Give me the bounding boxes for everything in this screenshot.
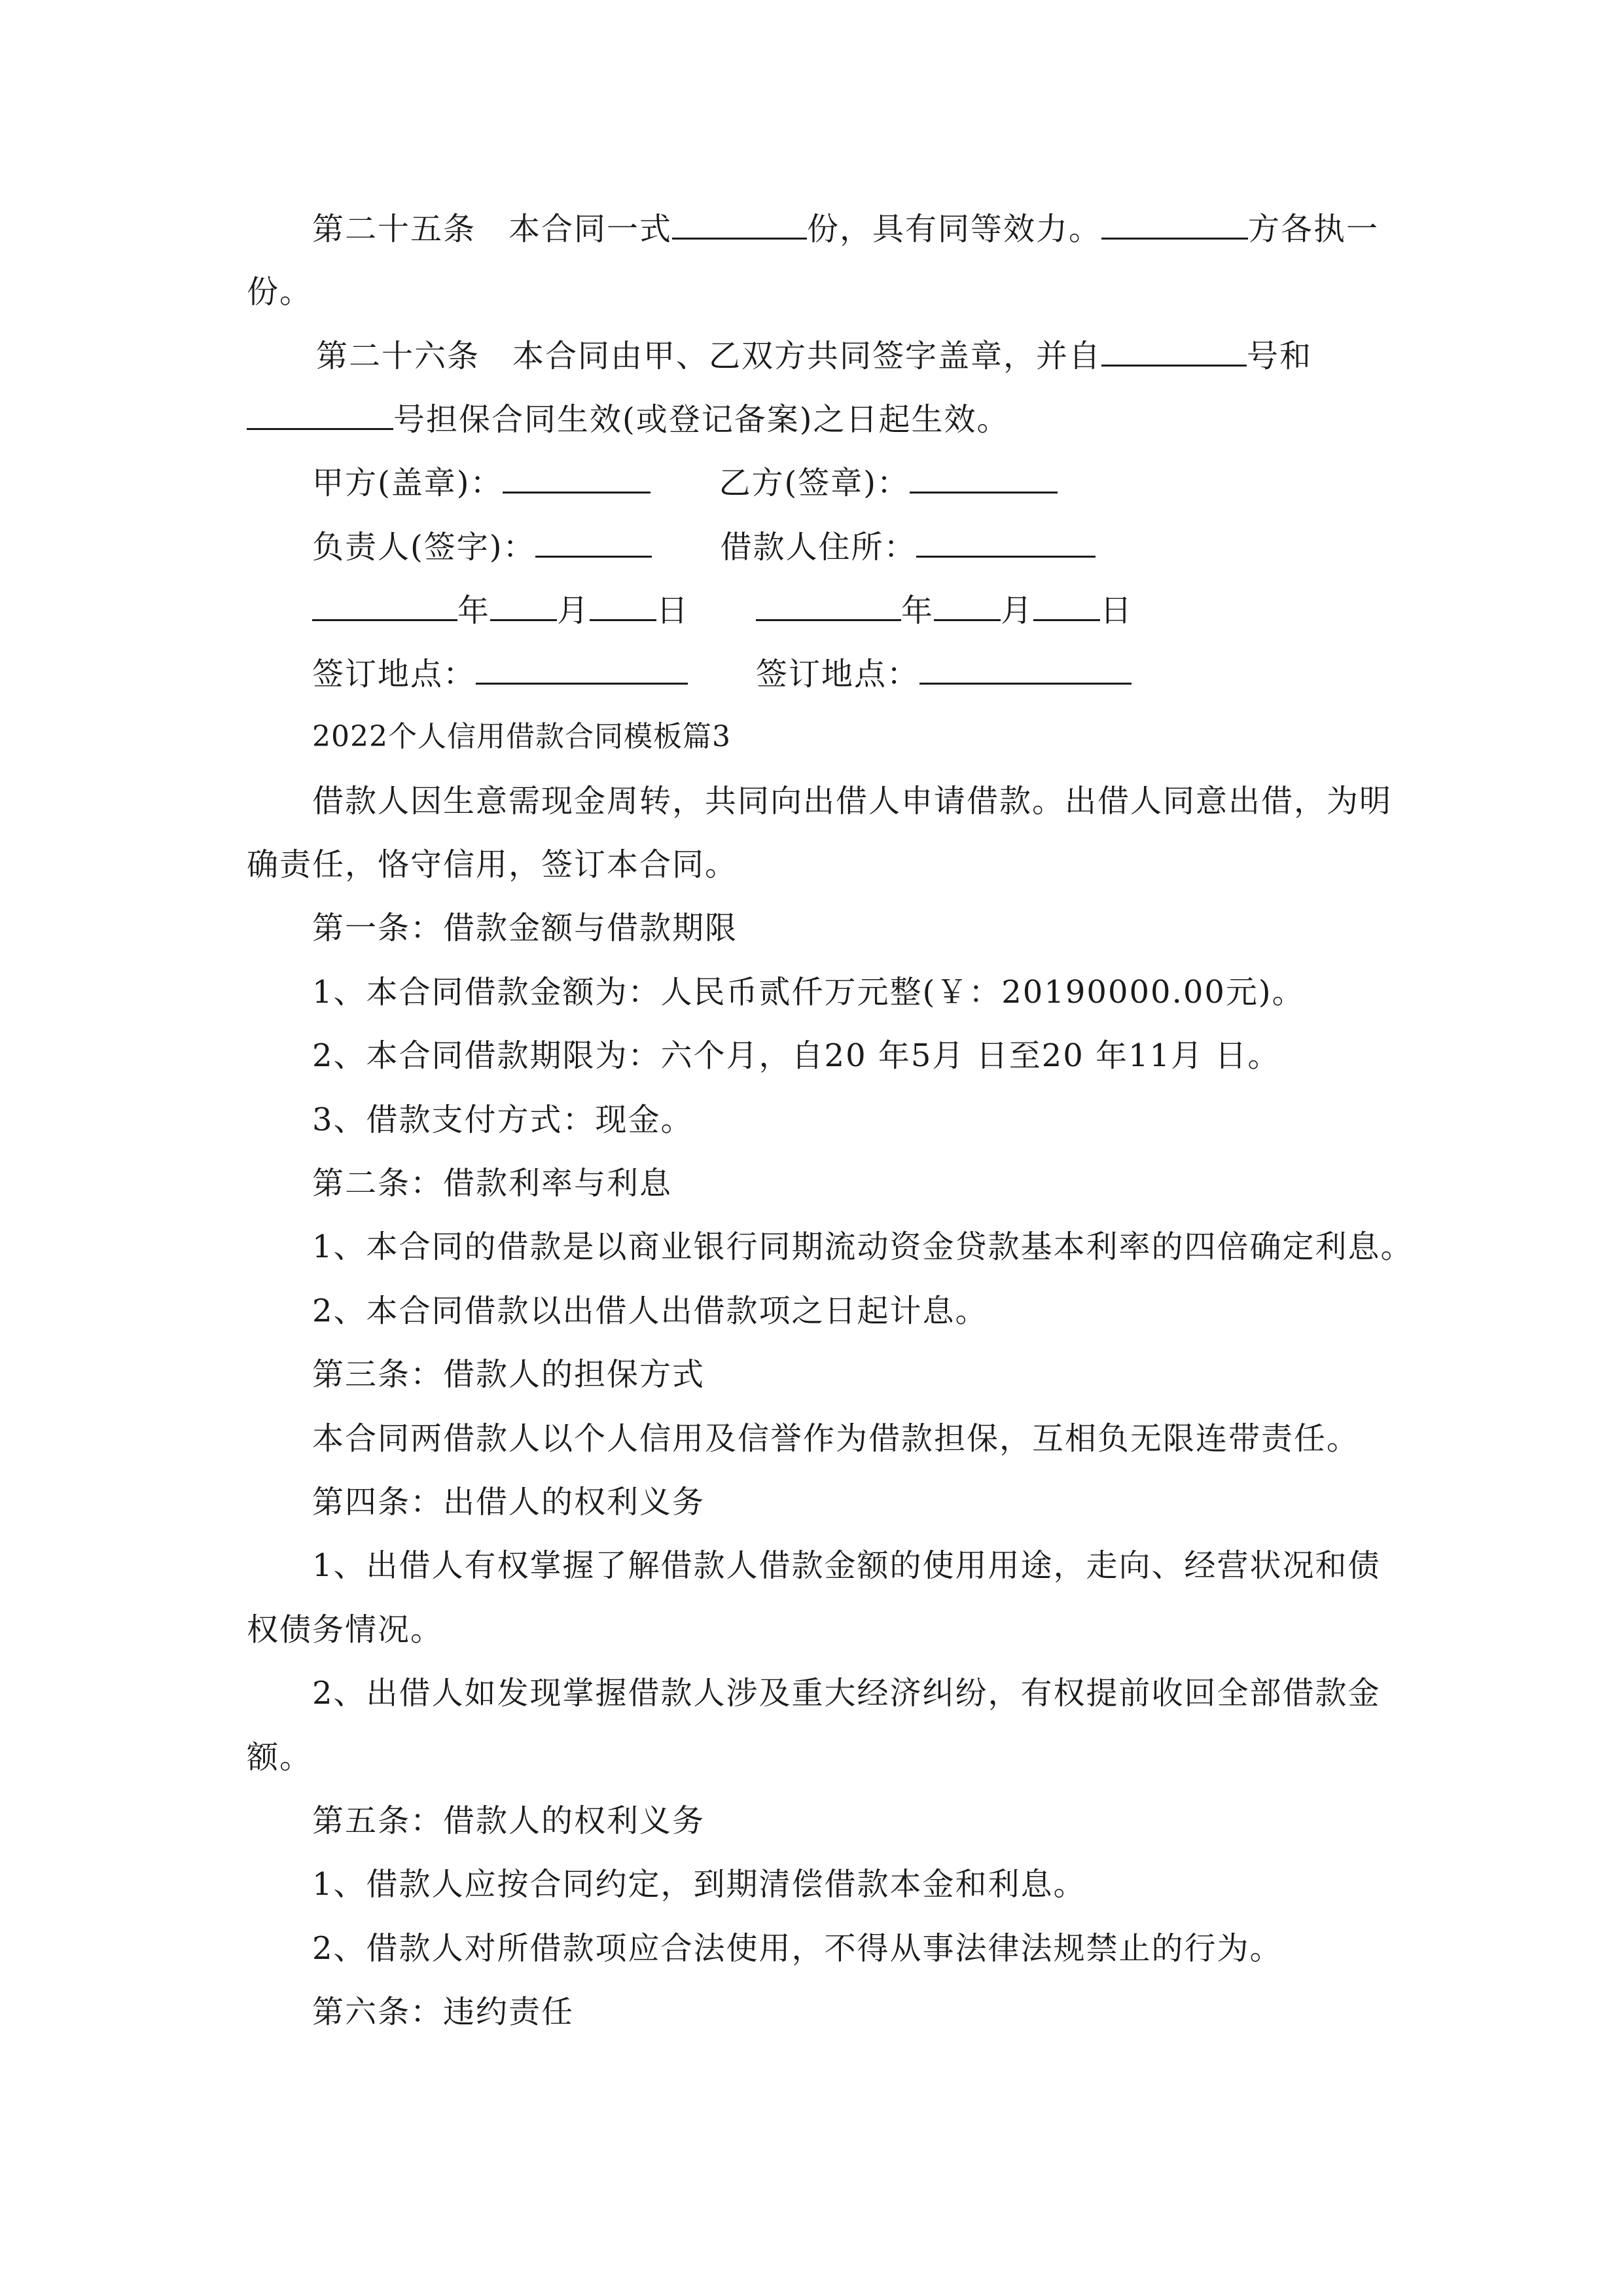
article-4-item1-line2: 权债务情况。 — [247, 1611, 444, 1648]
article-26-text2: 号和 — [1247, 338, 1313, 374]
article-25-text3: 方各执一 — [1248, 211, 1380, 247]
month-label-a: 月 — [557, 592, 590, 629]
party-b-sign-blank[interactable] — [910, 463, 1058, 493]
article-1-item2: 2、本合同借款期限为：六个月，自20 年5月 日至20 年11月 日。 — [312, 1037, 1281, 1074]
day-blank-a[interactable] — [590, 590, 656, 621]
article-1-title: 第一条：借款金额与借款期限 — [312, 910, 738, 946]
article-4-item2-line1: 2、出借人如发现掌握借款人涉及重大经济纠纷，有权提前收回全部借款金 — [312, 1675, 1381, 1712]
signature-row-responsible — [312, 527, 1096, 567]
copies-blank[interactable] — [672, 209, 807, 240]
article-2-title: 第二条：借款利率与利息 — [312, 1165, 673, 1202]
section-heading: 2022个人信用借款合同模板篇3 — [312, 720, 731, 753]
party-blank[interactable] — [1101, 209, 1248, 240]
article-25-text1: 第二十五条 本合同一式 — [312, 211, 673, 247]
responsible-sign-blank[interactable] — [535, 527, 652, 558]
place-blank-a[interactable] — [476, 654, 688, 685]
day-blank-b[interactable] — [1033, 590, 1100, 621]
article-6-title: 第六条：违约责任 — [312, 1994, 575, 2030]
place-blank-b[interactable] — [919, 654, 1132, 685]
day-label-b: 日 — [1100, 592, 1133, 629]
signature-row-date — [312, 590, 1133, 630]
article-25-line1 — [312, 209, 1379, 249]
intro-line1: 借款人因生意需现金周转，共同向出借人申请借款。出借人同意出借，为明 — [312, 783, 1393, 819]
year-blank-a[interactable] — [312, 590, 457, 621]
article-3-title: 第三条：借款人的担保方式 — [312, 1356, 705, 1393]
signature-row-party — [312, 463, 1058, 503]
place-label-b: 签订地点： — [756, 656, 920, 692]
month-blank-a[interactable] — [490, 590, 557, 621]
month-blank-b[interactable] — [934, 590, 1001, 621]
article-1-item1: 1、本合同借款金额为：人民币贰仟万元整(￥：20190000.00元)。 — [312, 974, 1305, 1011]
article-4-item1-line1: 1、出借人有权掌握了解借款人借款金额的使用用途，走向、经营状况和债 — [312, 1547, 1381, 1584]
year-label-a: 年 — [457, 592, 491, 629]
intro-line2: 确责任，恪守信用，签订本合同。 — [247, 846, 738, 883]
party-a-label: 甲方(盖章)： — [312, 465, 503, 501]
year-label-b: 年 — [901, 592, 935, 629]
article-26-text1: 第二十六条 本合同由甲、乙双方共同签字盖章，并自 — [316, 338, 1102, 374]
contract-no-blank-1[interactable] — [1101, 336, 1247, 367]
article-4-item2-line2: 额。 — [247, 1739, 313, 1776]
article-3-body: 本合同两借款人以个人信用及信誉作为借款担保，互相负无限连带责任。 — [312, 1420, 1360, 1457]
borrower-address-label: 借款人住所： — [720, 529, 917, 565]
contract-no-blank-2[interactable] — [247, 399, 393, 430]
article-2-item1: 1、本合同的借款是以商业银行同期流动资金贷款基本利率的四倍确定利息。 — [312, 1229, 1414, 1265]
borrower-address-blank[interactable] — [916, 527, 1096, 558]
article-5-title: 第五条：借款人的权利义务 — [312, 1803, 705, 1839]
day-label-a: 日 — [656, 592, 690, 629]
article-26-line2 — [247, 399, 1009, 439]
place-label-a: 签订地点： — [312, 656, 476, 692]
year-blank-b[interactable] — [756, 590, 901, 621]
article-25-line2 — [247, 272, 312, 312]
party-b-label: 乙方(签章)： — [719, 465, 910, 501]
signature-row-place — [312, 654, 1132, 694]
article-25-cont: 份。 — [247, 274, 313, 310]
article-25-text2: 份，具有同等效力。 — [807, 211, 1102, 247]
party-a-seal-blank[interactable] — [503, 463, 651, 493]
article-5-item2: 2、借款人对所借款项应合法使用，不得从事法律法规禁止的行为。 — [312, 1930, 1283, 1967]
article-5-item1: 1、借款人应按合同约定，到期清偿借款本金和利息。 — [312, 1866, 1086, 1903]
responsible-label: 负责人(签字)： — [312, 529, 536, 565]
article-4-title: 第四条：出借人的权利义务 — [312, 1484, 705, 1520]
article-1-item3: 3、借款支付方式：现金。 — [312, 1102, 694, 1138]
month-label-b: 月 — [1001, 592, 1034, 629]
article-2-item2: 2、本合同借款以出借人出借款项之日起计息。 — [312, 1293, 988, 1329]
article-26-cont: 号担保合同生效(或登记备案)之日起生效。 — [393, 401, 1010, 438]
article-26-line1 — [316, 336, 1312, 376]
